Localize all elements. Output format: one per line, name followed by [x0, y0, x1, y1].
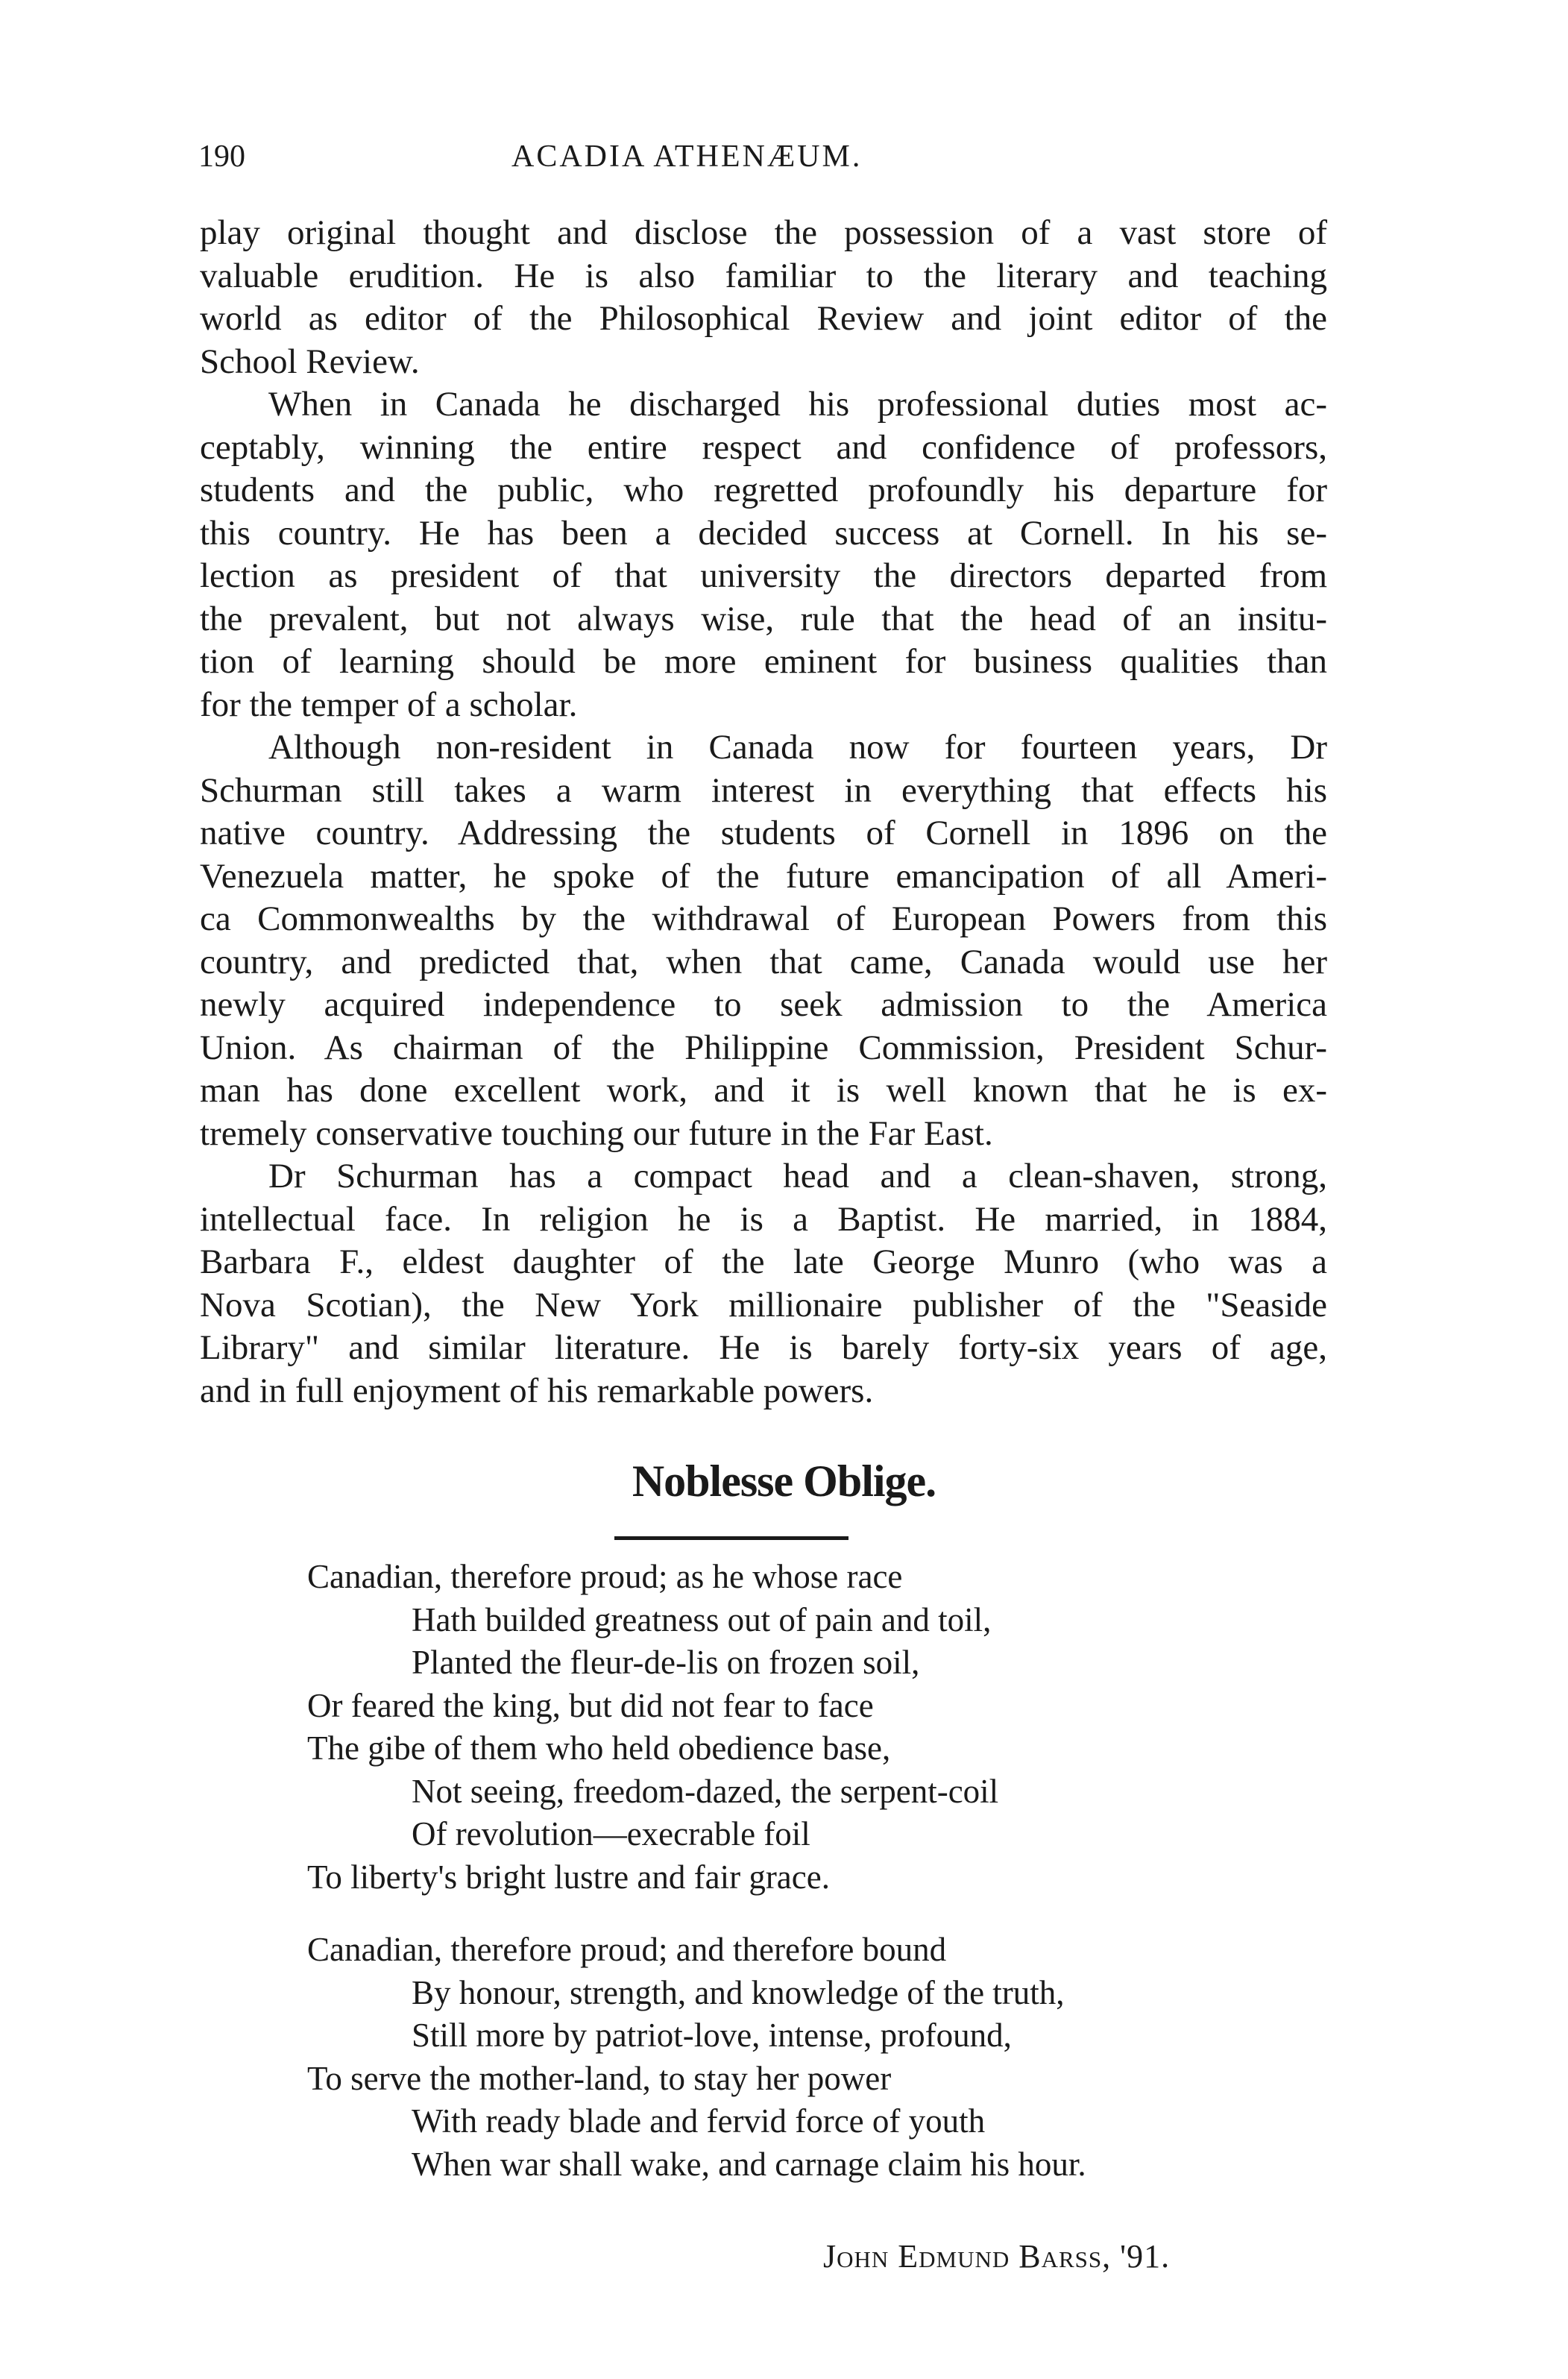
verse-line: Or feared the king, but did not fear to face: [307, 1686, 874, 1724]
text-line: for the temper of a scholar.: [200, 685, 578, 724]
verse-line: Not seeing, freedom-dazed, the serpent-coil: [412, 1772, 999, 1810]
stanza: [307, 1556, 1351, 1899]
text-line: students and the public, who regretted profoundly his departure for: [200, 471, 1327, 509]
verse-line: By honour, strength, and knowledge of the truth,: [412, 1973, 1065, 2011]
paragraph: [200, 212, 1327, 383]
paragraph: [200, 726, 1327, 1155]
text-line: ceptably, winning the entire respect and confidence of professors,: [200, 427, 1327, 467]
text-line: Library" and similar literature. He is barely forty-six years of age,: [200, 1328, 1327, 1367]
text-line: Union. As chairman of the Philippine Commission, President Schur-: [200, 1028, 1327, 1067]
verse-line: Of revolution—execrable foil: [412, 1815, 810, 1852]
text-line: play original thought and disclose the possession of a vast store of: [200, 213, 1327, 252]
text-line: School Review.: [200, 342, 420, 381]
text-line: native country. Addressing the students of Cornell in 1896 on the: [200, 814, 1327, 852]
text-line: this country. He has been a decided success at Cornell. In his se-: [200, 513, 1327, 553]
text-line: the prevalent, but not always wise, rule that the head of an insitu-: [200, 599, 1327, 638]
journal-title: ACADIA ATHENÆUM.: [511, 139, 863, 174]
poem: [307, 1556, 1351, 2186]
poem-title: Noblesse Oblige.: [632, 1456, 936, 1506]
verse-line: Canadian, therefore proud; and therefore bound: [307, 1931, 947, 1968]
text-line: lection as president of that university the directors departed from: [200, 556, 1327, 595]
poem-signature: John Edmund Barss, '91.: [823, 2238, 1171, 2275]
text-line: tremely conservative touching our future in the Far East.: [200, 1113, 993, 1153]
text-line: Schurman still takes a warm interest in everything that effects his: [200, 770, 1327, 810]
text-line: Nova Scotian), the New York millionaire publisher of the "Seaside: [200, 1285, 1327, 1324]
verse-line: To serve the mother-land, to stay her power: [307, 2059, 892, 2097]
article-body: [200, 212, 1327, 1412]
text-line: Venezuela matter, he spoke of the future emancipation of all Ameri-: [200, 856, 1327, 896]
title-rule: [614, 1536, 848, 1540]
text-line: Barbara F., eldest daughter of the late George Munro (who was a: [200, 1242, 1327, 1281]
text-line: ca Commonwealths by the withdrawal of European Powers from this: [200, 899, 1327, 938]
verse-line: When war shall wake, and carnage claim his hour.: [412, 2145, 1086, 2183]
stanza: [307, 1929, 1351, 2186]
text-line: newly acquired independence to seek admission to the America: [200, 985, 1327, 1024]
text-line: world as editor of the Philosophical Review and joint editor of the: [200, 299, 1327, 338]
text-line: and in full enjoyment of his remarkable powers.: [200, 1371, 874, 1410]
verse-line: Canadian, therefore proud; as he whose race: [307, 1558, 903, 1595]
page-number: 190: [198, 139, 245, 174]
verse-line: Planted the fleur-de-lis on frozen soil,: [412, 1644, 920, 1681]
verse-line: The gibe of them who held obedience base,: [307, 1729, 891, 1767]
running-header: [198, 136, 1332, 188]
verse-line: Hath builded greatness out of pain and toil,: [412, 1600, 992, 1638]
text-line: valuable erudition. He is also familiar to the literary and teaching: [200, 256, 1327, 295]
verse-line: With ready blade and fervid force of youth: [412, 2102, 986, 2140]
text-line: When in Canada he discharged his professional duties most ac-: [268, 385, 1327, 424]
verse-line: To liberty's bright lustre and fair grace.: [307, 1858, 830, 1896]
text-line: intellectual face. In religion he is a Baptist. He married, in 1884,: [200, 1199, 1327, 1239]
verse-line: Still more by patriot-love, intense, profound,: [412, 2017, 1012, 2054]
paragraph: [200, 383, 1327, 726]
text-line: Dr Schurman has a compact head and a clean-shaven, strong,: [268, 1157, 1327, 1195]
text-line: man has done excellent work, and it is well known that he is ex-: [200, 1071, 1327, 1110]
text-line: country, and predicted that, when that came, Canada would use her: [200, 942, 1327, 981]
text-line: Although non-resident in Canada now for fourteen years, Dr: [268, 728, 1327, 767]
paragraph: [200, 1155, 1327, 1412]
text-line: tion of learning should be more eminent for business qualities than: [200, 642, 1327, 681]
